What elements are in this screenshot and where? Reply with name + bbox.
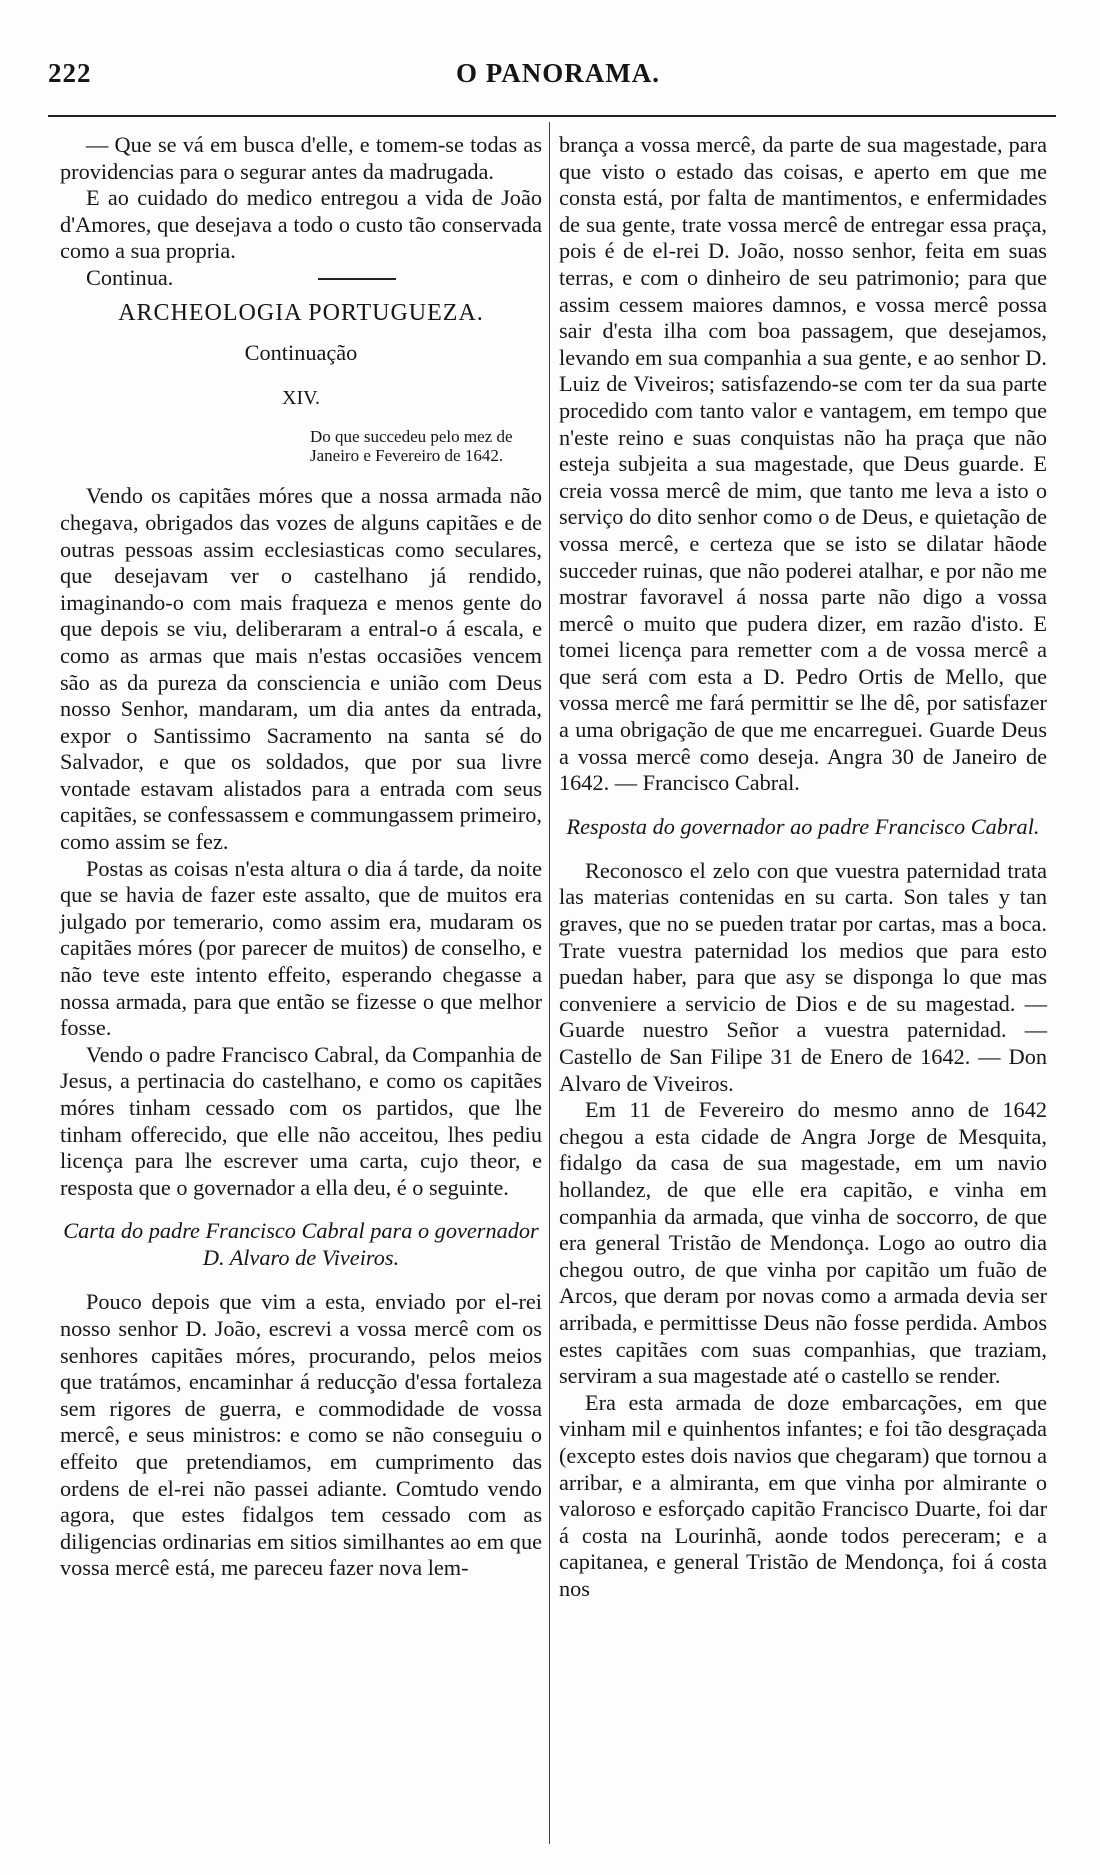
- paragraph: Em 11 de Fevereiro do mesmo anno de 1642 chegou a esta cidade de Angra Jorge de Mesquita, fidalgo da casa de sua magestade, em um navio hollandez, de que elle era capitão, e vinha em companhia da armada, que vinha de soccorro, de que era general Tristão de Mendonça. Logo ao outro dia chegou outro, de que vinha por capitão um fuão de Arcos, que deram por novas como a armada devia ser arribada, e permittisse Deus não fosse perdida. Ambos estes capitães com suas companhias, que traziam, serviram a sua magestade até o castello se render.: [559, 1097, 1047, 1389]
- section-subtitle: Continuação: [244, 340, 358, 366]
- paragraph: brança a vossa mercê, da parte de sua magestade, para que visto o estado das coisas, e aperto em que me consta está, por falta de mantimentos, e enfermidades de sua gente, trate vossa mercê de entregar essa praça, pois é de el-rei D. João, nosso senhor, feita em suas terras, e com o dinheiro de seu patrimonio; para que assim cessem maiores damnos, e vossa mercê possa sair d'esta ilha com boa passagem, que desejamos, levando em sua companhia a sua gente, e ao senhor D. Luiz de Viveiros; satisfazendo-se com ter da sua parte procedido com tanto valor e vantagem, em tempo que n'este reino e suas conquistas não ha praça que não esteja subjeita a sua magestade, que Deus guarde. E creia vossa mercê de mim, que tanto me leva a isto o serviço do dito senhor como o de Deus, e quietação de vossa mercê, e certeza que se isto se dilatar hãode succeder ruinas, que não poderei atalhar, e por não me mostrar favoravel á nossa parte não digo a vossa mercê o muito que pudera dizer, em razão d'isto. E tomei licença para remetter com a de vossa mercê a que será com esta a D. Pedro Ortis de Mello, que vossa mercê me fará permittir se lhe dê, por satisfazer a uma obrigação de que me encarreguei. Guarde Deus a vossa mercê como deseja. Angra 30 de Janeiro de 1642. — Francisco Cabral.: [559, 132, 1047, 796]
- paragraph: — Que se vá em busca d'elle, e tomem-se todas as providencias para o segurar antes da madrugada.: [60, 132, 542, 184]
- continua-note: Continua.: [86, 264, 174, 290]
- chapter-number: XIV.: [282, 386, 320, 409]
- paragraph: E ao cuidado do medico entregou a vida de João d'Amores, que desejava a todo o custo tão conservada como a sua propria.: [60, 185, 542, 264]
- right-column: [559, 132, 1047, 1602]
- page-number: 222: [48, 58, 92, 88]
- paragraph: Pouco depois que vim a esta, enviado por el-rei nosso senhor D. João, escrevi a vossa mercê com os senhores capitães móres, procurando, pelos meios que tratámos, encaminhar á reducção d'essa fortaleza sem rigores de guerra, e commodidade de vossa mercê, e seus ministros: e como se não conseguiu o effeito que pretendiamos, em cumprimento das ordens de el-rei não passei adiante. Comtudo vendo agora, que estes fidalgos tem cessado com as diligencias ordinarias em sitios similhantes ao em que vossa mercê está, me pareceu fazer nova lem-: [60, 1289, 542, 1581]
- section-title: ARCHEOLOGIA PORTUGUEZA.: [118, 299, 484, 326]
- reply-title: Resposta do governador ao padre Francisco Cabral.: [566, 813, 1040, 839]
- running-title: O PANORAMA.: [456, 58, 660, 88]
- left-column: [60, 132, 542, 1582]
- letter-title: Carta do padre Francisco Cabral para o governador D. Alvaro de Viveiros.: [63, 1218, 539, 1271]
- paragraph: Vendo o padre Francisco Cabral, da Companhia de Jesus, a pertinacia do castelhano, e como os capitães móres tinham cessado com os partidos, que lhe tinham offerecido, que elle não acceitou, lhes pediu licença para lhe escrever uma carta, cujo theor, e resposta que o governador a ella deu, é o seguinte.: [60, 1041, 542, 1200]
- header-rule: [48, 115, 1056, 117]
- column-divider: [549, 122, 550, 1844]
- paragraph: Era esta armada de doze embarcações, em que vinham mil e quinhentos infantes; e foi tão desgraçada (excepto estes dois navios que chegaram) que tornou a arribar, e a almiranta, em que vinha por almirante o valoroso e esforçado capitão Francisco Duarte, foi dar á costa na Lourinhã, aonde todos pereceram; e a capitanea, e general Tristão de Mendonça, foi á costa nos: [559, 1389, 1047, 1601]
- short-rule: [318, 278, 396, 280]
- page-header: [48, 58, 1068, 94]
- paragraph: Reconosco el zelo con que vuestra paternidad trata las materias contenidas en su carta. Son tales y tan graves, que no se pueden tratar por cartas, mas a boca. Trate vuestra paternidad los medios que para esto puedan haber, para que asy se disponga lo que mas conveniere a servicio de Dios e de su magestad. — Guarde nuestro Señor a vuestra paternidad. — Castello de San Filipe 31 de Enero de 1642. — Don Alvaro de Viveiros.: [559, 857, 1047, 1096]
- paragraph: Vendo os capitães móres que a nossa armada não chegava, obrigados das vozes de alguns capitães e de outras pessoas assim ecclesiasticas como seculares, que desejavam ver o castelhano já rendido, imaginando-o com mais fraqueza e menos gente do que depois se viu, deliberaram a entral-o á escala, e como as armas que mais n'estas occasiões vencem são as da pureza da consciencia e união com Deus nosso Senhor, mandaram, um dia antes da entrada, expor o Santissimo Sacramento na santa sé do Salvador, e que os soldados, que por sua livre vontade estavam alistados para a entrada com seus capitães, se confessassem e commungassem primeiro, como assim se fez.: [60, 483, 542, 855]
- chapter-summary: Do que succedeu pelo mez de Janeiro e Fevereiro de 1642.: [310, 427, 513, 466]
- paragraph: Postas as coisas n'esta altura o dia á tarde, da noite que se havia de fazer este assalto, que de muitos era julgado por temerario, como assim era, mudaram os capitães móres (por parecer de muitos) de conselho, e não teve este intento effeito, esperando chegasse a nossa armada, para que então se fizesse o que melhor fosse.: [60, 855, 542, 1041]
